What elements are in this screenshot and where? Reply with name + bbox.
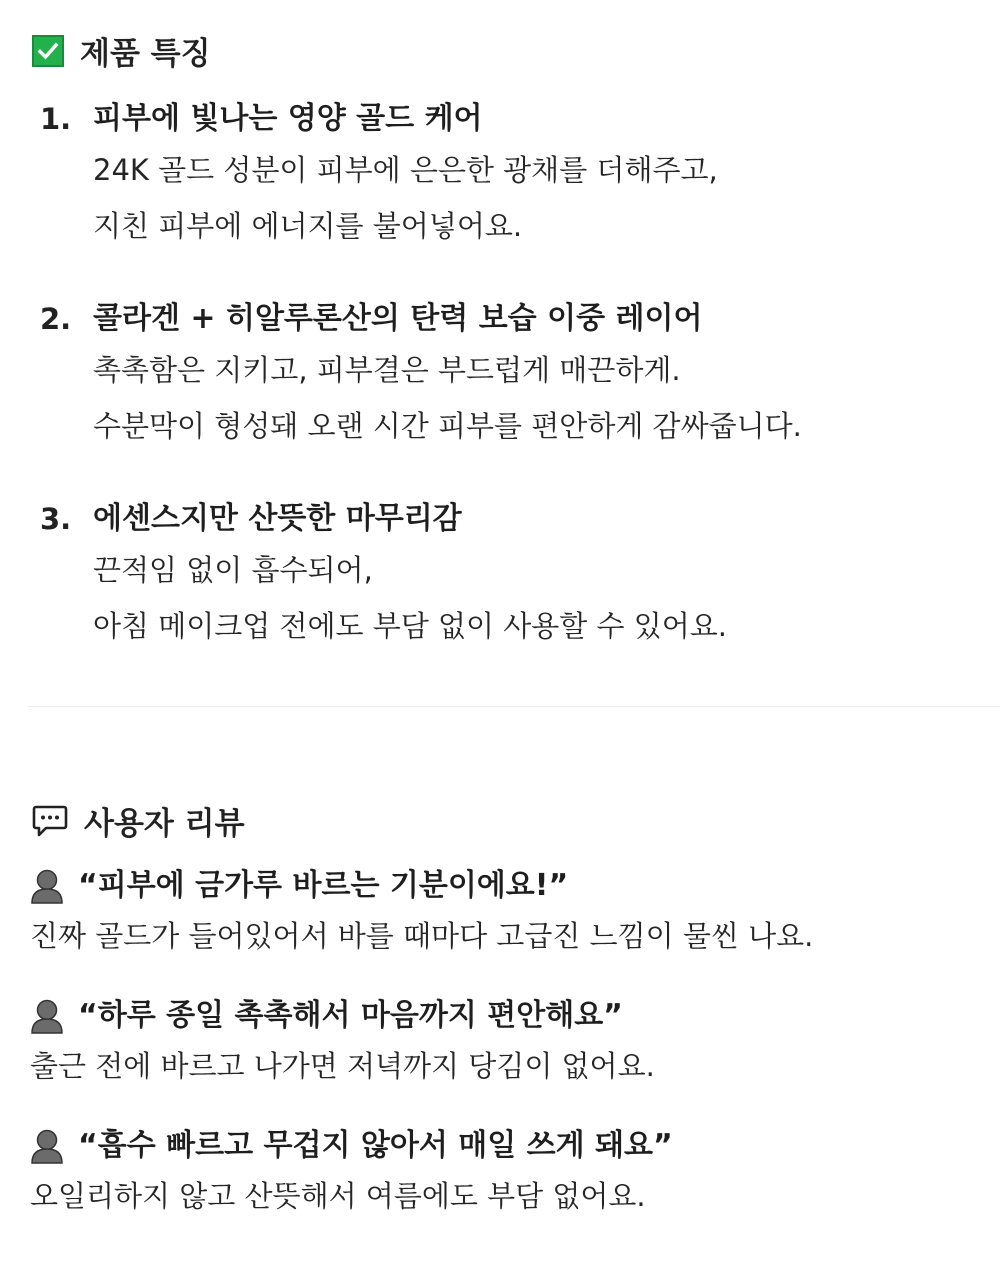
feature-item	[40, 496, 980, 654]
feature-description-line: 끈적임 없이 흡수되어,	[93, 553, 373, 587]
review-quote: “하루 종일 촉촉해서 마음까지 편안해요”	[78, 998, 623, 1033]
review-title	[30, 1122, 990, 1170]
review-body: 오일리하지 않고 산뜻해서 여름에도 부담 없어요.	[30, 1179, 646, 1213]
review-body: 출근 전에 바르고 나가면 저녁까지 당김이 없어요.	[30, 1049, 655, 1083]
review-title	[30, 992, 990, 1040]
feature-description-line: 수분막이 형성돼 오랜 시간 피부를 편안하게 감싸줍니다.	[93, 409, 802, 443]
features-list	[40, 96, 980, 696]
review-body: 진짜 골드가 들어있어서 바를 때마다 고급진 느낌이 물씬 나요.	[30, 919, 814, 953]
user-avatar-icon	[30, 868, 64, 904]
feature-item	[40, 296, 980, 454]
feature-description-line: 촉촉함은 지키고, 피부결은 부드럽게 매끈하게.	[93, 353, 681, 387]
reviews-list	[30, 862, 990, 1252]
review-title	[30, 862, 990, 910]
feature-description-line: 아침 메이크업 전에도 부담 없이 사용할 수 있어요.	[93, 609, 728, 643]
reviews-section-title	[32, 798, 245, 843]
feature-description-line: 24K 골드 성분이 피부에 은은한 광채를 더해주고,	[93, 153, 718, 187]
section-divider	[28, 706, 1000, 707]
feature-number: 3.	[40, 502, 72, 536]
feature-heading: 에센스지만 산뜻한 마무리감	[93, 501, 462, 536]
review-item	[30, 1122, 990, 1222]
feature-number: 1.	[40, 102, 72, 136]
feature-description-line: 지친 피부에 에너지를 불어넣어요.	[93, 209, 523, 243]
reviews-title-text: 사용자 리뷰	[84, 806, 245, 842]
user-avatar-icon	[30, 1128, 64, 1164]
feature-heading: 콜라겐 + 히알루론산의 탄력 보습 이중 레이어	[93, 301, 703, 336]
review-quote: “흡수 빠르고 무겁지 않아서 매일 쓰게 돼요”	[78, 1128, 673, 1163]
speech-bubble-icon	[32, 804, 68, 838]
review-item	[30, 992, 990, 1092]
feature-item	[40, 96, 980, 254]
features-title-text: 제품 특징	[80, 36, 211, 72]
features-section-title	[32, 28, 211, 73]
checkbox-checked-icon	[32, 35, 64, 67]
review-quote: “피부에 금가루 바르는 기분이에요!”	[78, 868, 569, 903]
user-avatar-icon	[30, 998, 64, 1034]
review-item	[30, 862, 990, 962]
feature-heading: 피부에 빛나는 영양 골드 케어	[93, 101, 483, 136]
feature-number: 2.	[40, 302, 72, 336]
